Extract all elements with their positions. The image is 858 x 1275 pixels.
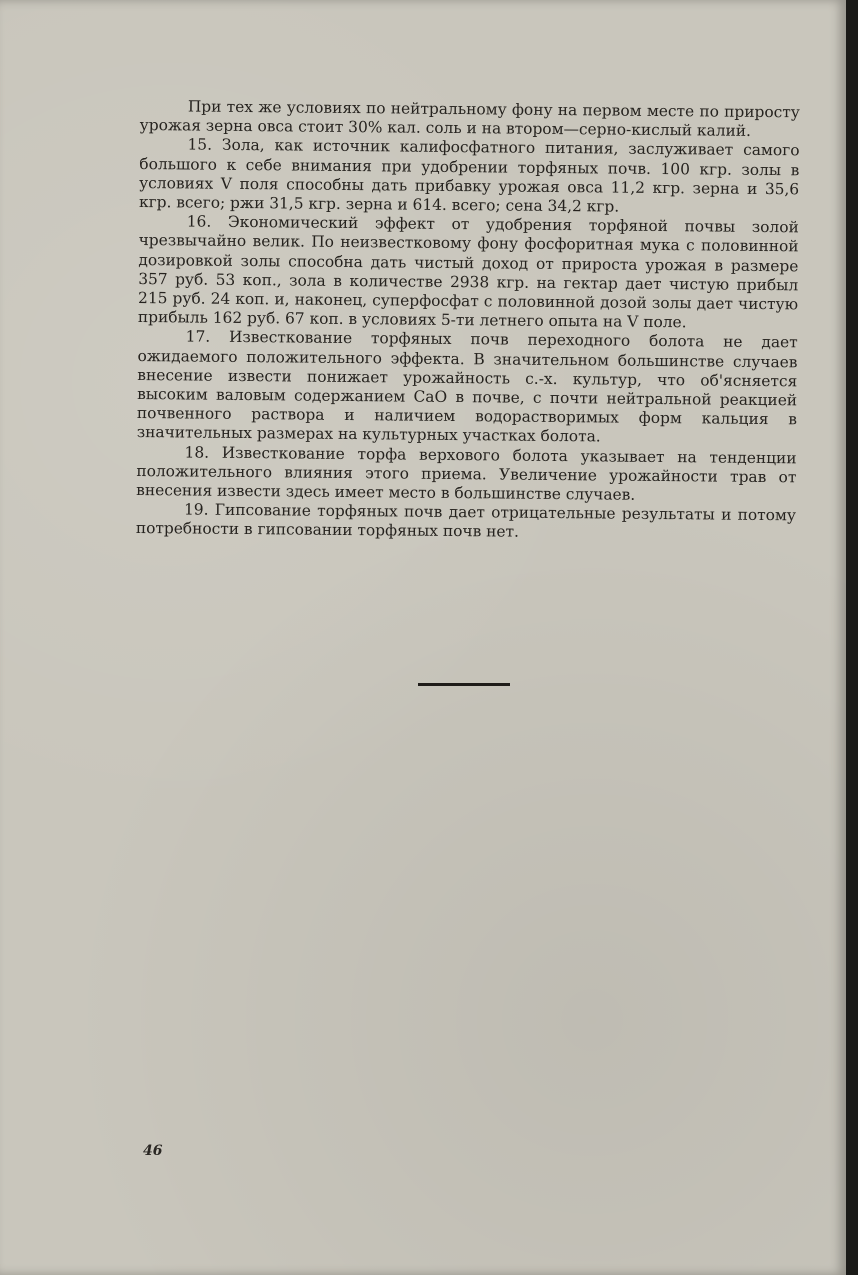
paragraph-conclusion-17: 17. Известкование торфяных почв переходного болота не дает ожидаемого положительного эффекта. В значительном большинстве случаев внесение извести понижает урожайность с.-х. культур, что об'ясняется высоким валовым содержанием СаО в почве, с почти нейтральной реакцией почвенного раствора и наличием водорастворимых форм кальция в значительных размерах на культурных участках болота.: [136, 327, 798, 446]
section-end-rule: [418, 683, 510, 686]
body-text: [136, 97, 800, 545]
page-number: 46: [143, 1143, 163, 1159]
paragraph-conclusion-18: 18. Известкование торфа верхового болота указывает на тенденции положительного влияния этого приема. Увеличение урожайности трав от внесения извести здесь имеет место в большинстве случаев.: [136, 443, 797, 504]
paragraph-conclusion-14-continued: При тех же условиях по нейтральному фону на первом месте по приросту урожая зерна овса стоит 30% кал. соль и на втором—серно-кислый калий.: [139, 97, 800, 141]
paragraph-conclusion-19: 19. Гипсование торфяных почв дает отрицательные результаты и потому потребности в гипсовании торфяных почв нет.: [135, 500, 797, 542]
paragraph-conclusion-16: 16. Экономический эффект от удобрения торфяной почвы золой чрезвычайно велик. По неизвестковому фону фосфоритная мука с половинной дозировкой золы способна дать чистый доход от прироста урожая в размере 357 руб. 53 коп., зола в количестве 2938 кгр. на гектар дает чистую прибыл 215 руб. 24 коп. и, наконец, суперфосфат с половинной дозой золы дает чистую прибыль 162 руб. 67 коп. в условиях 5-ти летнего опыта на V поле.: [137, 212, 799, 332]
paragraph-conclusion-15: 15. Зола, как источник калифосфатного питания, заслуживает самого большого к себе внимания при удобрении торфяных почв. 100 кгр. золы в условиях V поля способны дать прибавку урожая овса 11,2 кгр. зерна и 35,6 кгр. всего; ржи 31,5 кгр. зерна и 614. всего; сена 34,2 кгр.: [138, 135, 800, 216]
